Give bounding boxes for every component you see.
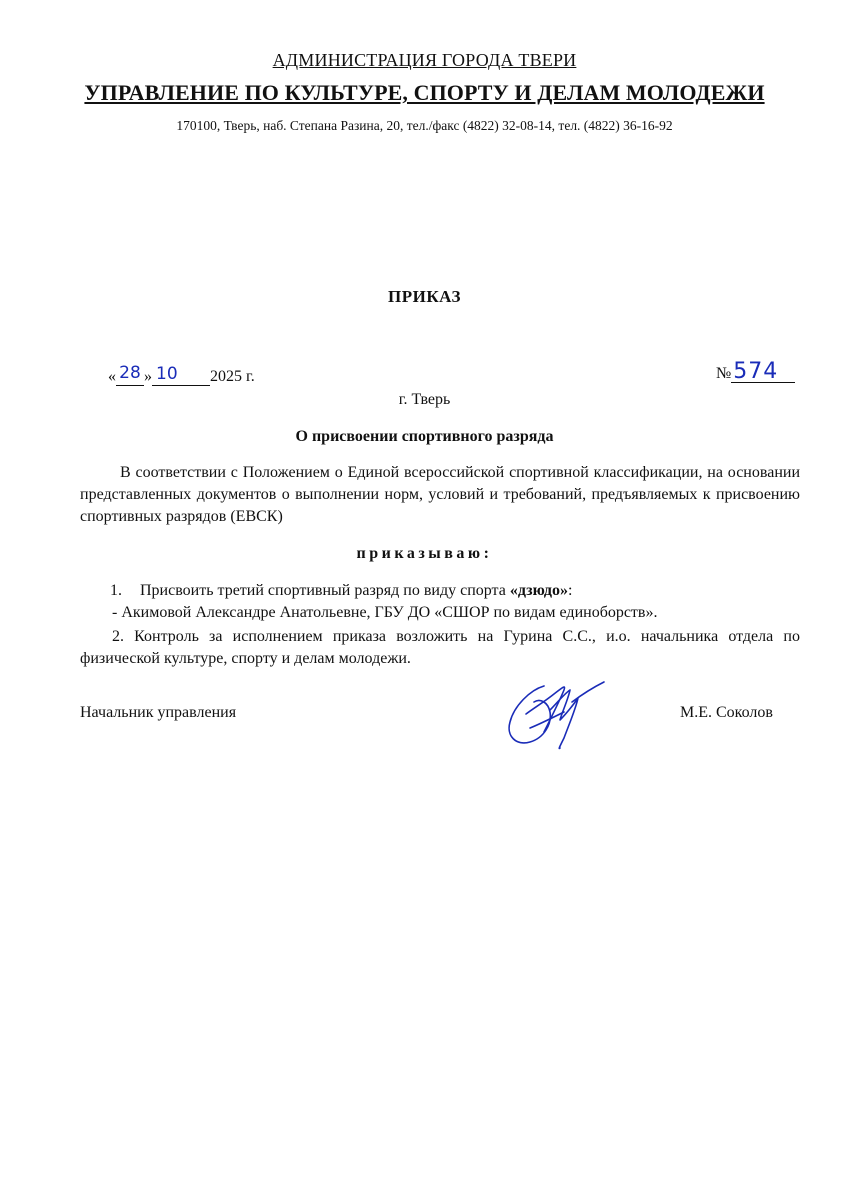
preamble-paragraph [80, 462, 800, 528]
order-item-1-sport: «дзюдо» [509, 582, 568, 599]
order-item-1-recipient: - Акимовой Александре Анатольевне, ГБУ ДО «СШОР по видам единоборств». [112, 604, 658, 621]
handwritten-signature [500, 668, 610, 750]
order-item-1-colon: : [567, 582, 573, 599]
document-type: ПРИКАЗ [388, 287, 461, 306]
date-month-field [152, 364, 210, 386]
number-handwritten: 574 [733, 359, 779, 384]
signer-title: Начальник управления [80, 704, 237, 721]
order-word: приказываю: [356, 545, 493, 562]
document-subject: О присвоении спортивного разряда [295, 428, 554, 445]
department-address: 170100, Тверь, наб. Степана Разина, 20, тел./факс (4822) 32-08-14, тел. (4822) 36-16-92 [176, 118, 673, 133]
order-item-2-text: 2. Контроль за исполнением приказа возложить на Гурина С.С., и.о. начальника отдела по физической культуре, спорту и делам молодежи. [80, 628, 800, 667]
document-number [716, 359, 795, 384]
order-item-1 [110, 582, 572, 600]
date-close-quote: » [144, 368, 152, 385]
order-item-1-text: Присвоить третий спортивный разряд по виду спорта [140, 582, 510, 599]
date-year: 2025 г. [210, 368, 255, 385]
document-date [108, 363, 255, 386]
number-prefix: № [716, 365, 732, 382]
department-name: УПРАВЛЕНИЕ ПО КУЛЬТУРЕ, СПОРТУ И ДЕЛАМ МОЛОДЕЖИ [84, 80, 765, 105]
document-city: г. Тверь [398, 391, 451, 408]
order-item-2 [80, 626, 800, 670]
signer-name: М.Е. Соколов [680, 704, 773, 721]
organization-name: АДМИНИСТРАЦИЯ ГОРОДА ТВЕРИ [272, 50, 577, 70]
number-field [731, 359, 795, 384]
date-open-quote: « [108, 368, 116, 385]
date-month-handwritten: 10 [156, 364, 178, 384]
preamble-text: В соответствии с Положением о Единой всероссийской спортивной классификации, на основании представленных документов о выполнении норм, условий и требований, предъявляемых к присвоению спортивных разрядов (ЕВСК) [80, 464, 800, 525]
date-day-field [116, 363, 144, 386]
date-day-handwritten: 28 [119, 363, 141, 383]
order-item-1-number: 1. [110, 582, 122, 599]
